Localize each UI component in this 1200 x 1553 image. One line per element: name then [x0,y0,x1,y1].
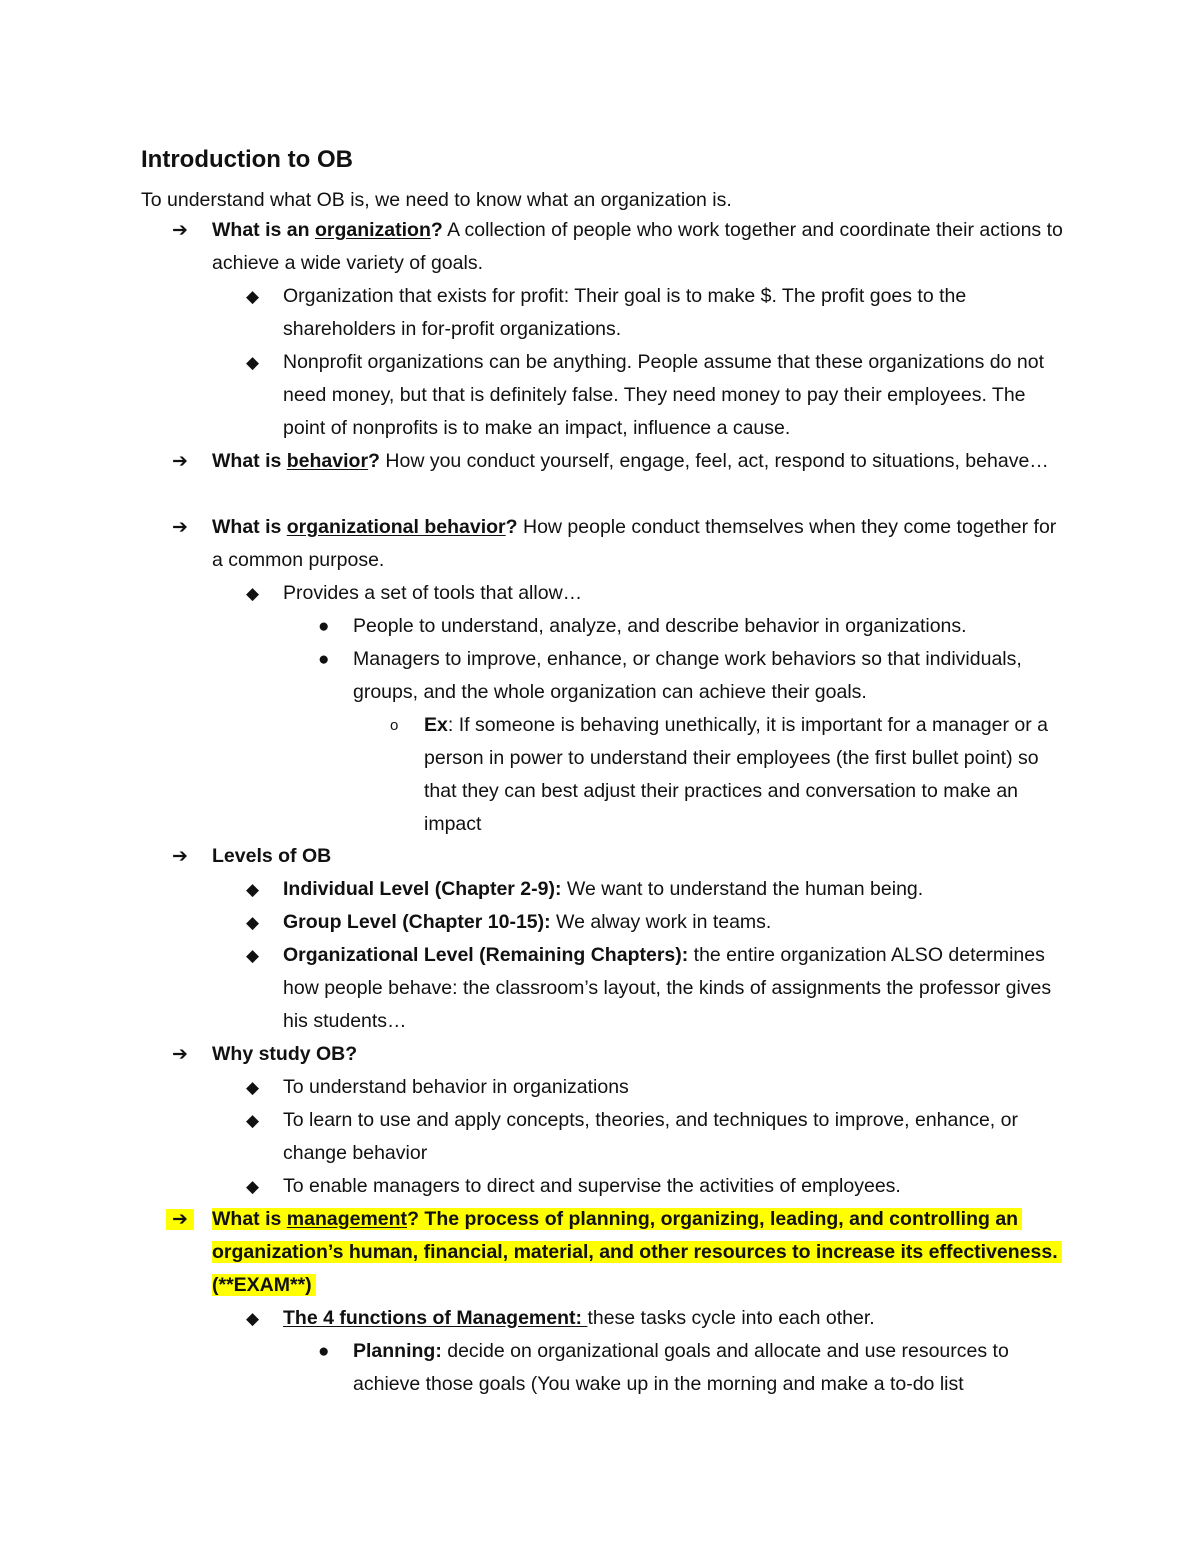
diamond-bullet-icon: ◆ [246,1111,260,1130]
definition-text: How people conduct themselves when they come together for a common purpose. [212,516,1057,571]
list-item-functions: The 4 functions of Management: these tasks cycle into each other. [283,1307,875,1329]
arrow-bullet-icon: ➔ [172,451,188,472]
dot-bullet-icon: ● [318,649,330,670]
example-label: Ex [424,714,448,736]
list-item-organization: What is an organization? A collection of people who work together and coordinate their actions to achieve a wide variety of goals. [212,219,1063,274]
list-item-why-3: To enable managers to direct and supervise the activities of employees. [283,1175,901,1197]
list-item-why-heading: Why study OB? [212,1043,358,1065]
list-item-planning: Planning: decide on organizational goals and allocate and use resources to achieve those goals (You wake up in the morning and make a to-do list [353,1340,1009,1395]
arrow-bullet-icon: ➔ [172,517,188,538]
diamond-bullet-icon: ◆ [246,287,260,306]
diamond-bullet-icon: ◆ [246,1177,260,1196]
question-prefix: What is an [212,219,315,241]
arrow-bullet-icon: ➔ [172,846,188,867]
list-item-for-profit: Organization that exists for profit: Their goal is to make $. The profit goes to the shareholders in for-profit organizations. [283,285,967,340]
diamond-bullet-icon: ◆ [246,1309,260,1328]
list-item-why-2: To learn to use and apply concepts, theories, and techniques to improve, enhance, or change behavior [283,1109,1018,1164]
circle-bullet-icon: o [390,717,399,734]
diamond-bullet-icon: ◆ [246,946,260,965]
intro-paragraph: To understand what OB is, we need to know what an organization is. [141,189,732,211]
diamond-bullet-icon: ◆ [246,584,260,603]
arrow-bullet-icon: ➔ [172,1044,188,1065]
definition-text: The process of planning, organizing, leading, and controlling an organization’s human, financial, material, and other resources to increase its effectiveness. (**EXAM**) [212,1208,1058,1296]
list-item-individual-level: Individual Level (Chapter 2-9): We want to understand the human being. [283,878,924,900]
page-title: Introduction to OB [141,146,353,173]
term-organizational-behavior: organizational behavior [286,516,506,538]
list-item-nonprofit: Nonprofit organizations can be anything. People assume that these organizations do not need money, but that is definitely false. They need money to pay their employees. The point of nonprofits is to make an impact, influence a cause. [283,351,1044,439]
term-management: management [286,1208,408,1230]
term-behavior: behavior [286,450,369,472]
list-item-organizational-behavior: What is organizational behavior? How people conduct themselves when they come together for a common purpose. [212,516,1057,571]
diamond-bullet-icon: ◆ [246,353,260,372]
dot-bullet-icon: ● [318,616,330,637]
dot-bullet-icon: ● [318,1341,330,1362]
list-item-organizational-level: Organizational Level (Remaining Chapters): the entire organization ALSO determines how people behave: the classroom’s layout, the kinds of assignments the professor gives his students… [283,944,1052,1032]
list-item-management: What is management? The process of planning, organizing, leading, and controlling an organization’s human, financial, material, and other resources to increase its effectiveness. (**EXAM**) [212,1203,1072,1302]
term-organization: organization [314,219,431,241]
definition-text: How you conduct yourself, engage, feel, act, respond to situations, behave… [379,450,1049,472]
arrow-bullet-icon: ➔ [172,220,188,241]
list-item-people: People to understand, analyze, and describe behavior in organizations. [353,615,967,637]
functions-label: The 4 functions of Management: [283,1307,588,1329]
diamond-bullet-icon: ◆ [246,880,260,899]
list-item-group-level: Group Level (Chapter 10-15): We alway work in teams. [283,911,772,933]
arrow-bullet-icon: ➔ [172,1203,194,1236]
list-item-levels-heading: Levels of OB [212,845,332,867]
diamond-bullet-icon: ◆ [246,913,260,932]
definition-text: A collection of people who work together and coordinate their actions to achieve a wide variety of goals. [212,219,1063,274]
list-item-tools: Provides a set of tools that allow… [283,582,583,604]
list-item-behavior: What is behavior? How you conduct yourself, engage, feel, act, respond to situations, behave… [212,450,1049,472]
list-item-why-1: To understand behavior in organizations [283,1076,629,1098]
list-item-example: Ex: If someone is behaving unethically, it is important for a manager or a person in power to understand their employees (the first bullet point) so that they can best adjust their practices and conversation to make an impact [424,714,1048,835]
diamond-bullet-icon: ◆ [246,1078,260,1097]
list-item-managers: Managers to improve, enhance, or change work behaviors so that individuals, groups, and the whole organization can achieve their goals. [353,648,1022,703]
